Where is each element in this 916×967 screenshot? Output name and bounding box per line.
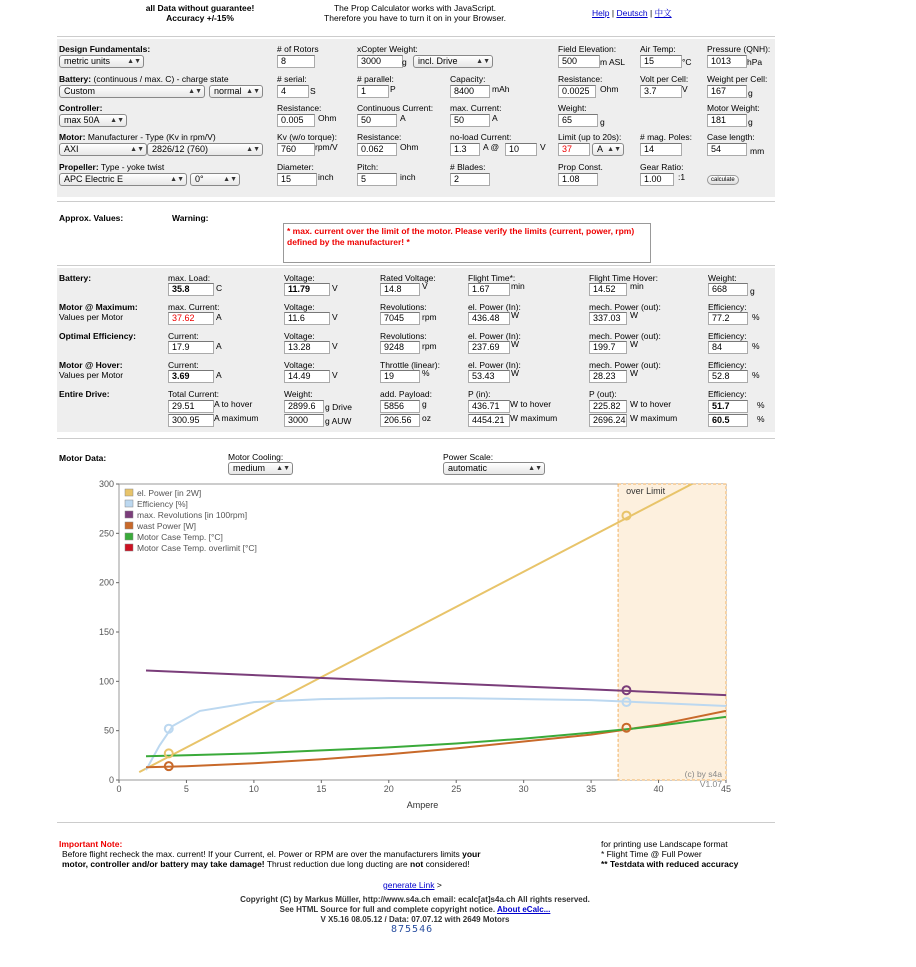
auw-value: 3000: [284, 414, 324, 427]
over-limit-label: over Limit: [626, 486, 666, 496]
optimal-pin-value: 237.69: [468, 341, 510, 354]
optimal-current-label: Current:: [168, 331, 199, 341]
y-tick-label: 300: [98, 479, 114, 489]
rotors-input[interactable]: 8: [277, 55, 315, 68]
pressure-input[interactable]: 1013: [707, 55, 747, 68]
optimal-voltage-unit: V: [332, 341, 338, 351]
hover-time-label: Flight Time Hover:: [589, 273, 658, 283]
battery-label-bold: Battery:: [59, 74, 92, 84]
controller-weight-unit: g: [600, 117, 605, 127]
max-current-result-unit: A: [216, 312, 222, 322]
print-note-1: for printing use Landscape format: [601, 839, 728, 849]
limit-label: Limit (up to 20s):: [558, 132, 622, 142]
note-part-a: Before flight recheck the max. current! If your Current, el. Power or RPM are over the manufacturers limits: [62, 849, 463, 859]
select-arrows-icon: ▲▼: [607, 146, 621, 153]
noload-voltage-input[interactable]: 10: [505, 143, 537, 156]
x-tick-label: 45: [720, 784, 732, 794]
drive-pin-hover-value: 436.71: [468, 400, 510, 413]
x-tick-label: 20: [383, 784, 394, 794]
optimal-current-unit: A: [216, 341, 222, 351]
prop-const-input[interactable]: 1.08: [558, 173, 598, 186]
optimal-pout-label: mech. Power (out):: [589, 331, 661, 341]
max-load-unit: C: [216, 283, 223, 293]
optimal-rev-value: 9248: [380, 341, 420, 354]
select-arrows-icon: ▲▼: [246, 146, 260, 153]
optimal-voltage-label: Voltage:: [284, 331, 315, 341]
drive-pin-label: P (in):: [468, 389, 491, 399]
drive-pin-max-unit: W maximum: [510, 413, 558, 423]
approx-values-label: Approx. Values:: [59, 213, 124, 223]
important-note-text: [62, 849, 481, 869]
hover-eff-unit: %: [752, 370, 760, 380]
motor-max-rev-label: Revolutions:: [380, 302, 427, 312]
battery-resistance-input[interactable]: 0.0025: [558, 85, 596, 98]
volt-per-cell-label: Volt per Cell:: [640, 74, 689, 84]
select-arrows-icon: ▲▼: [276, 465, 290, 472]
kv-label: Kv (w/o torque):: [277, 132, 337, 142]
auw-unit: g AUW: [325, 416, 352, 426]
motor-label-bold: Motor:: [59, 132, 86, 142]
select-arrows-icon: ▲▼: [130, 146, 144, 153]
x-tick-label: 25: [451, 784, 462, 794]
optimal-label: Optimal Efficiency:: [59, 331, 136, 341]
x-tick-label: 40: [653, 784, 664, 794]
select-arrows-icon: ▲▼: [127, 58, 141, 65]
units-value: metric units: [64, 56, 111, 66]
motor-type-value: 2826/12 (760): [152, 144, 209, 154]
pitch-input[interactable]: 5: [357, 173, 397, 186]
drive-eff2-unit: %: [757, 414, 765, 424]
hover-current-value: 3.69: [168, 370, 214, 383]
capacity-label: Capacity:: [450, 74, 486, 84]
legend-entry: max. Revolutions [in 100rpm]: [137, 510, 248, 520]
hover-pin-unit: W: [511, 368, 520, 378]
optimal-voltage-value: 13.28: [284, 341, 330, 354]
controller-weight-label: Weight:: [558, 103, 587, 113]
motor-label-rest: Manufacturer - Type (Kv in rpm/V): [87, 132, 216, 142]
elevation-input[interactable]: 500: [558, 55, 600, 68]
propeller-label-bold: Propeller:: [59, 162, 99, 172]
battery-weight-unit: g: [750, 286, 755, 296]
battery-voltage-label: Voltage:: [284, 273, 315, 283]
calculate-button[interactable]: calculate: [707, 175, 739, 185]
y-tick-label: 100: [98, 676, 114, 687]
limit-unit-value: A: [597, 144, 604, 154]
prop-const-label: Prop Const.: [558, 162, 603, 172]
controller-weight-input[interactable]: 65: [558, 114, 598, 127]
pressure-unit: hPa: [747, 57, 763, 67]
air-temp-label: Air Temp:: [640, 44, 676, 54]
print-notes: [601, 839, 738, 869]
y-tick-label: 0: [108, 775, 114, 785]
battery-resistance-unit: Ohm: [600, 84, 619, 94]
about-link[interactable]: About eCalc...: [497, 905, 551, 914]
motor-max-eff-label: Efficiency:: [708, 302, 747, 312]
link-separator: |: [611, 8, 615, 18]
motor-cooling-label: Motor Cooling:: [228, 452, 284, 462]
drive-eff-label: Efficiency:: [708, 389, 747, 399]
weight-mode-value: incl. Drive: [418, 56, 458, 66]
hover-time-unit: min: [630, 281, 644, 291]
max-current-result-label: max. Current:: [168, 302, 220, 312]
optimal-pin-unit: W: [511, 339, 520, 349]
motor-cooling-value: medium: [233, 463, 266, 473]
flight-time-value: 1.67: [468, 283, 510, 296]
hover-voltage-unit: V: [332, 370, 338, 380]
controller-resistance-unit: Ohm: [318, 113, 337, 123]
power-scale-label: Power Scale:: [443, 452, 494, 462]
warning-label: Warning:: [172, 213, 209, 223]
help-link[interactable]: Help: [592, 8, 610, 18]
total-current-max-value: 300.95: [168, 414, 214, 427]
gear-ratio-input[interactable]: 1.00: [640, 173, 674, 186]
legend-entry: wast Power [W]: [137, 521, 197, 531]
motor-weight-input[interactable]: 181: [707, 114, 747, 127]
continuous-current-unit: A: [400, 113, 406, 123]
legend-swatch: [125, 489, 133, 496]
js-notice-line2: Therefore you have to turn it on in your Browser.: [324, 13, 506, 23]
over-limit-zone: [618, 484, 726, 780]
select-arrows-icon: ▲▼: [246, 88, 260, 95]
charge-state-value: normal: [214, 86, 242, 96]
gear-ratio-label: Gear Ratio:: [640, 162, 684, 172]
pitch-label: Pitch:: [357, 162, 379, 172]
drive-weight-label: Weight:: [284, 389, 313, 399]
motor-manufacturer-value: AXI: [64, 144, 79, 154]
battery-label-rest: (continuous / max. C) - charge state: [93, 74, 229, 84]
noload-at: A @: [483, 142, 500, 152]
motor-weight-label: Motor Weight:: [707, 103, 760, 113]
motor-max-pin-value: 436.48: [468, 312, 510, 325]
pitch-unit: inch: [400, 172, 416, 182]
motor-resistance-input[interactable]: 0.062: [357, 143, 397, 156]
drive-pout-max-unit: W maximum: [630, 413, 678, 423]
drive-pout-max-value: 2696.24: [589, 414, 627, 427]
total-current-max-unit: A maximum: [214, 413, 259, 423]
kv-input[interactable]: 760: [277, 143, 315, 156]
x-axis-label: Ampere: [406, 800, 439, 810]
copyright-line1: Copyright (C) by Markus Müller, http://www.s4a.ch email: ecalc[at]s4a.ch All rights reserved.: [240, 895, 590, 904]
blades-input[interactable]: 2: [450, 173, 490, 186]
disclaimer-line1: all Data without guarantee!: [145, 3, 255, 13]
flight-time-unit: min: [511, 281, 525, 291]
drive-pout-hover-value: 225.82: [589, 400, 627, 413]
select-arrows-icon: ▲▼: [223, 176, 237, 183]
legend-entry: Motor Case Temp. overlimit [°C]: [137, 543, 257, 553]
motor-max-rev-value: 7045: [380, 312, 420, 325]
elevation-unit: m ASL: [600, 57, 626, 67]
gear-ratio-unit: :1: [678, 172, 686, 182]
optimal-eff-value: 84: [708, 341, 748, 354]
continuous-current-label: Continuous Current:: [357, 103, 434, 113]
motor-max-title: Motor @ Maximum:: [59, 302, 138, 312]
legend-swatch: [125, 500, 133, 507]
poles-input[interactable]: 14: [640, 143, 682, 156]
volt-per-cell-unit: V: [682, 84, 688, 94]
hover-current-unit: A: [216, 370, 222, 380]
drive-eff2-value: 60.5: [708, 414, 748, 427]
warning-textarea[interactable]: * max. current over the limit of the motor. Please verify the limits (current, power, rpm) defined by the manufacturer! *: [283, 223, 651, 263]
optimal-pout-unit: W: [630, 339, 639, 349]
throttle-label: Throttle (linear):: [380, 360, 440, 370]
pressure-label: Pressure (QNH):: [707, 44, 771, 54]
motor-hover-sub: Values per Motor: [59, 370, 124, 380]
motor-max-rev-unit: rpm: [422, 312, 437, 322]
y-tick-label: 250: [98, 528, 114, 539]
select-arrows-icon: ▲▼: [528, 465, 542, 472]
max-current-label: max. Current:: [450, 103, 502, 113]
motor-max-voltage-value: 11.6: [284, 312, 330, 325]
diameter-input[interactable]: 15: [277, 173, 317, 186]
max-load-value: 35.8: [168, 283, 214, 296]
diameter-unit: inch: [318, 172, 334, 182]
air-temp-input[interactable]: 15: [640, 55, 682, 68]
generate-link-arrow: >: [436, 880, 442, 890]
payload-oz-value: 206.56: [380, 414, 420, 427]
limit-input[interactable]: 37: [558, 143, 590, 156]
hover-time-value: 14.52: [589, 283, 627, 296]
visitor-counter: 875546: [391, 924, 434, 935]
optimal-pout-value: 199.7: [589, 341, 627, 354]
motor-weight-unit: g: [748, 117, 753, 127]
link-separator: |: [650, 8, 653, 18]
legend-swatch: [125, 544, 133, 551]
select-arrows-icon: ▲▼: [170, 176, 184, 183]
noload-current-input[interactable]: 1.3: [450, 143, 480, 156]
max-current-input[interactable]: 50: [450, 114, 490, 127]
result-battery-label: Battery:: [59, 273, 92, 283]
select-arrows-icon: ▲▼: [110, 117, 124, 124]
rotors-label: # of Rotors: [277, 44, 319, 54]
chart-version: V1.07: [699, 779, 722, 789]
diameter-label: Diameter:: [277, 162, 314, 172]
max-current-unit: A: [492, 113, 498, 123]
drive-weight-unit: g Drive: [325, 402, 352, 412]
serial-input[interactable]: 4: [277, 85, 309, 98]
hover-eff-value: 52.8: [708, 370, 748, 383]
motor-max-pin-unit: W: [511, 310, 520, 320]
payload-oz-unit: oz: [422, 413, 431, 423]
optimal-eff-label: Efficiency:: [708, 331, 747, 341]
controller-resistance-label: Resistance:: [277, 103, 322, 113]
note-part-c: Thrust reduction due long ducting are: [264, 859, 411, 869]
version-line: V X5.16 08.05.12 / Data: 07.07.12 with 2649 Motors: [320, 915, 510, 924]
payload-g-unit: g: [422, 399, 427, 409]
max-current-result-value: 37.62: [168, 312, 214, 325]
volt-per-cell-input[interactable]: 3.7: [640, 85, 682, 98]
x-tick-label: 35: [586, 784, 597, 794]
copter-weight-label: xCopter Weight:: [357, 44, 418, 54]
elevation-label: Field Elevation:: [558, 44, 617, 54]
parallel-input[interactable]: 1: [357, 85, 389, 98]
total-current-hover-value: 29.51: [168, 400, 214, 413]
optimal-rev-unit: rpm: [422, 341, 437, 351]
hover-voltage-label: Voltage:: [284, 360, 315, 370]
continuous-current-input[interactable]: 50: [357, 114, 397, 127]
weight-per-cell-input[interactable]: 167: [707, 85, 747, 98]
generate-link-row: [383, 880, 442, 890]
y-tick-label: 200: [98, 577, 114, 588]
battery-weight-label: Weight:: [708, 273, 737, 283]
battery-resistance-label: Resistance:: [558, 74, 603, 84]
copter-weight-input[interactable]: 3000: [357, 55, 403, 68]
throttle-unit: %: [422, 368, 430, 378]
drive-weight-value: 2899.6: [284, 400, 324, 413]
note-your: your: [462, 849, 481, 859]
motor-max-pout-value: 337.03: [589, 312, 627, 325]
hover-pout-unit: W: [630, 368, 639, 378]
hover-pout-label: mech. Power (out):: [589, 360, 661, 370]
total-current-hover-unit: A to hover: [214, 399, 253, 409]
hover-current-label: Current:: [168, 360, 199, 370]
motor-max-pin-label: el. Power (In):: [468, 302, 521, 312]
legend-swatch: [125, 533, 133, 540]
deutsch-link[interactable]: Deutsch: [616, 8, 648, 18]
design-fundamentals-label: Design Fundamentals:: [59, 44, 151, 54]
hover-voltage-value: 14.49: [284, 370, 330, 383]
motor-max-eff-unit: %: [752, 312, 760, 322]
drive-pout-label: P (out):: [589, 389, 617, 399]
propeller-label-rest: Type - yoke twist: [100, 162, 165, 172]
flight-time-label: Flight Time*:: [468, 273, 516, 283]
drive-pout-hover-unit: W to hover: [630, 399, 672, 409]
drive-pin-hover-unit: W to hover: [510, 399, 552, 409]
blades-label: # Blades:: [450, 162, 486, 172]
max-load-label: max. Load:: [168, 273, 211, 283]
battery-voltage-value: 11.79: [284, 283, 330, 296]
battery-weight-value: 668: [708, 283, 748, 296]
legend-swatch: [125, 511, 133, 518]
controller-label: Controller:: [59, 103, 103, 113]
case-length-input[interactable]: 54: [707, 143, 747, 156]
optimal-current-value: 17.9: [168, 341, 214, 354]
parallel-unit: P: [390, 84, 396, 94]
total-current-label: Total Current:: [168, 389, 220, 399]
air-temp-unit: °C: [682, 57, 692, 67]
parallel-label: # parallel:: [357, 74, 394, 84]
select-arrows-icon: ▲▼: [476, 58, 490, 65]
kv-unit: rpm/V: [315, 142, 338, 152]
drive-eff1-unit: %: [757, 400, 765, 410]
battery-type-value: Custom: [64, 86, 96, 96]
yoke-twist-value: 0°: [195, 174, 204, 184]
motor-max-sub: Values per Motor: [59, 312, 124, 322]
optimal-rev-label: Revolutions:: [380, 331, 427, 341]
optimal-eff-unit: %: [752, 341, 760, 351]
serial-label: # serial:: [277, 74, 307, 84]
motor-max-eff-value: 77.2: [708, 312, 748, 325]
rated-voltage-label: Rated Voltage:: [380, 273, 436, 283]
chinese-link[interactable]: 中文: [654, 8, 672, 18]
select-arrows-icon: ▲▼: [188, 88, 202, 95]
poles-label: # mag. Poles:: [640, 132, 692, 142]
case-length-label: Case length:: [707, 132, 755, 142]
hover-pin-value: 53.43: [468, 370, 510, 383]
noload-current-label: no-load Current:: [450, 132, 512, 142]
propeller-type-value: APC Electric E: [64, 174, 124, 184]
drive-eff1-value: 51.7: [708, 400, 748, 413]
motor-max-pout-label: mech. Power (out):: [589, 302, 661, 312]
print-note-2: * Flight Time @ Full Power: [601, 849, 702, 859]
copter-weight-unit: g: [402, 57, 407, 67]
hover-pout-value: 28.23: [589, 370, 627, 383]
x-tick-label: 10: [248, 784, 259, 794]
battery-voltage-unit: V: [332, 283, 338, 293]
x-tick-label: 5: [183, 784, 189, 794]
payload-label: add. Payload:: [380, 389, 432, 399]
copyright-line2: See HTML Source for full and complete copyright notice.: [279, 905, 496, 914]
motor-resistance-label: Resistance:: [357, 132, 402, 142]
x-tick-label: 15: [316, 784, 327, 794]
legend-entry: el. Power [in 2W]: [137, 488, 202, 498]
entire-drive-label: Entire Drive:: [59, 389, 110, 399]
drive-pin-max-value: 4454.21: [468, 414, 510, 427]
legend-entry: Efficiency [%]: [137, 499, 188, 509]
divider: [57, 822, 775, 823]
capacity-unit: mAh: [492, 84, 510, 94]
motor-data-label: Motor Data:: [59, 453, 107, 463]
motor-hover-title: Motor @ Hover:: [59, 360, 123, 370]
motor-resistance-unit: Ohm: [400, 142, 419, 152]
noload-voltage-unit: V: [540, 142, 546, 152]
capacity-input[interactable]: 8400: [450, 85, 490, 98]
motor-max-voltage-unit: V: [332, 312, 338, 322]
print-note-3: ** Testdata with reduced accuracy: [601, 859, 739, 869]
legend-entry: Motor Case Temp. [°C]: [137, 532, 223, 542]
optimal-pin-label: el. Power (In):: [468, 331, 521, 341]
case-length-unit: mm: [750, 146, 765, 156]
serial-unit: S: [310, 86, 316, 96]
throttle-value: 19: [380, 370, 420, 383]
x-tick-label: 30: [518, 784, 529, 794]
rated-voltage-value: 14.8: [380, 283, 420, 296]
js-notice-line1: The Prop Calculator works with JavaScript.: [333, 3, 497, 13]
x-tick-label: 0: [116, 784, 122, 794]
note-part-d: considered!: [423, 859, 470, 869]
weight-per-cell-unit: g: [748, 88, 753, 98]
weight-per-cell-label: Weight per Cell:: [707, 74, 768, 84]
note-part-b: motor, controller and/or battery may take damage!: [62, 859, 265, 869]
motor-max-voltage-label: Voltage:: [284, 302, 315, 312]
hover-pin-label: el. Power (In):: [468, 360, 521, 370]
copyright: [0, 895, 830, 925]
controller-resistance-input[interactable]: 0.005: [277, 114, 315, 127]
legend-swatch: [125, 522, 133, 529]
chart-watermark: (c) by s4a: [684, 769, 722, 779]
note-not: not: [410, 859, 424, 869]
y-tick-label: 150: [98, 627, 114, 637]
hover-eff-label: Efficiency:: [708, 360, 747, 370]
rated-voltage-unit: V: [422, 281, 428, 291]
y-tick-label: 50: [103, 725, 114, 736]
power-scale-value: automatic: [448, 463, 488, 473]
disclaimer-line2: Accuracy +/-15%: [166, 13, 234, 23]
generate-link[interactable]: generate Link: [383, 880, 435, 890]
payload-g-value: 5856: [380, 400, 420, 413]
important-note-title: Important Note:: [59, 839, 123, 849]
controller-value: max 50A: [64, 115, 100, 125]
motor-max-pout-unit: W: [630, 310, 639, 320]
